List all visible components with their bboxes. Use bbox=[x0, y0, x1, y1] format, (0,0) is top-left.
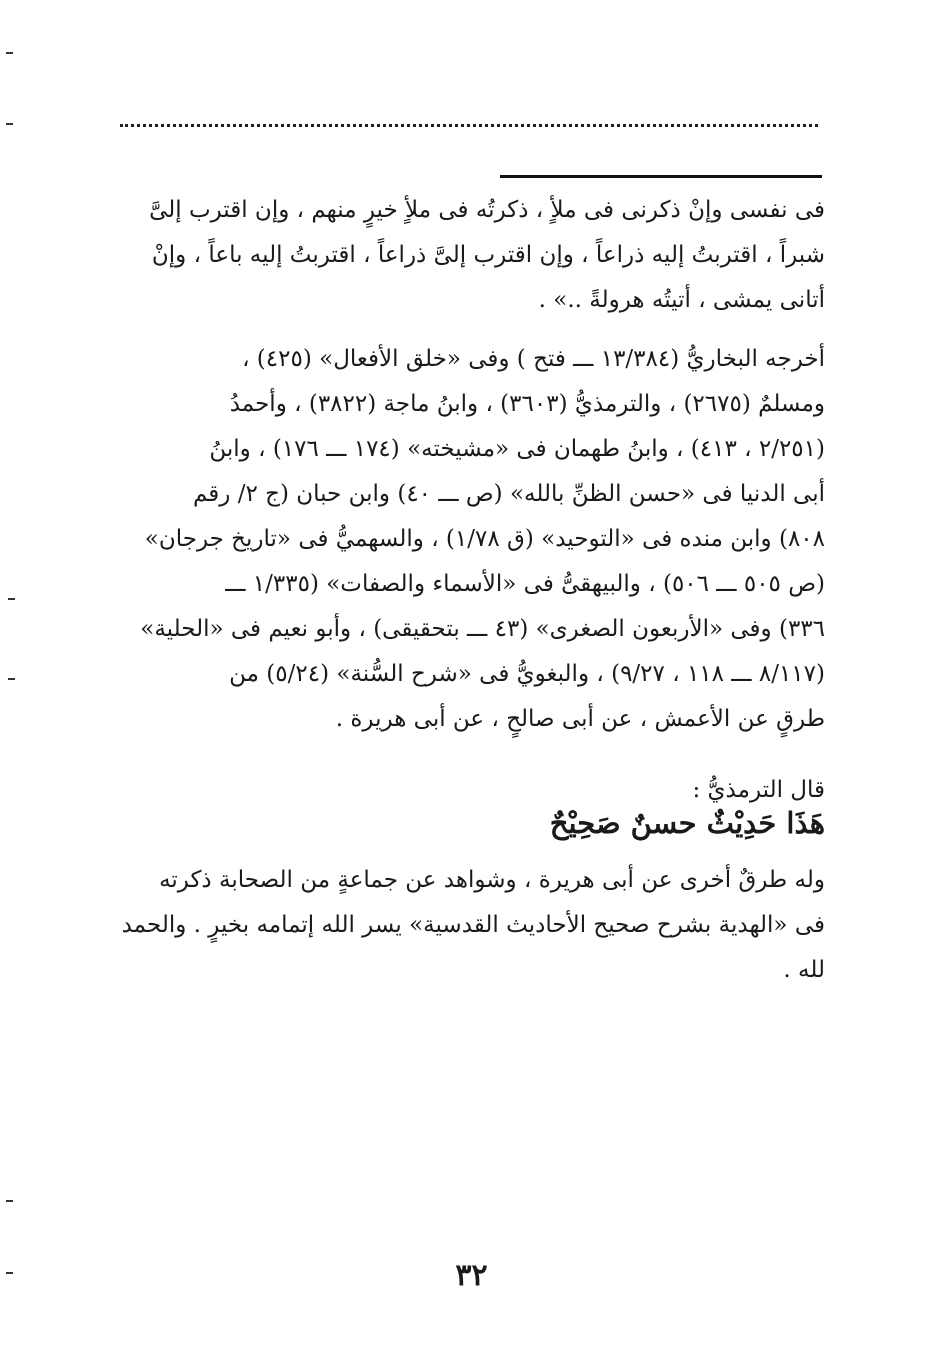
text-line: ٨٠٨) وابن منده فى «التوحيد» (ق ١/٧٨) ، والسهميُّ فى «تاريخ جرجان» bbox=[144, 526, 825, 552]
text-line: (٨/١١٧ ـــ ١١٨ ، ٩/٢٧) ، والبغويُّ فى «شرح السُّنة» (٥/٢٤) من bbox=[229, 661, 825, 687]
text-line: ومسلمٌ (٢٦٧٥) ، والترمذيُّ (٣٦٠٣) ، وابنُ ماجة (٣٨٢٢) ، وأحمدُ bbox=[229, 391, 825, 417]
margin-mark bbox=[6, 123, 13, 125]
hadith-text-continuation bbox=[140, 188, 825, 323]
text-line: أخرجه البخاريُّ (١٣/٣٨٤ ـــ فتح ) وفى «خلق الأفعال» (٤٢٥) ، bbox=[242, 346, 825, 372]
footnote-rule bbox=[500, 175, 822, 178]
tirmidhi-label: قال الترمذيُّ : bbox=[692, 777, 825, 803]
margin-mark bbox=[6, 1200, 13, 1202]
margin-mark bbox=[8, 678, 15, 680]
text-line: ٣٣٦) وفى «الأربعون الصغرى» (٤٣ ـــ بتحقيقى) ، وأبو نعيم فى «الحلية» bbox=[140, 616, 825, 642]
page-number: ٣٢ bbox=[455, 1258, 488, 1293]
text-line: لله . bbox=[783, 957, 825, 983]
text-line: شبراً ، اقتربتُ إليه ذراعاً ، وإن اقترب إلىَّ ذراعاً ، اقتربتُ إليه باعاً ، وإنْ bbox=[151, 242, 825, 268]
text-line: فى «الهدية بشرح صحيح الأحاديث القدسية» يسر الله إتمامه بخيرٍ . والحمد bbox=[121, 912, 825, 938]
takhrij-paragraph bbox=[140, 337, 825, 742]
text-line: فى نفسى وإنْ ذكرنى فى ملأٍ ، ذكرتُه فى ملأٍ خيرٍ منهم ، وإن اقترب إلىَّ bbox=[149, 197, 825, 223]
closing-paragraph bbox=[121, 858, 825, 993]
hadith-grade-heading: هَذَا حَدِيْثٌ حسنٌ صَحِيْحٌ bbox=[549, 806, 825, 840]
dotted-separator bbox=[120, 124, 818, 127]
margin-mark bbox=[8, 598, 15, 600]
text-line: (ص ٥٠٥ ـــ ٥٠٦) ، والبيهقىُّ فى «الأسماء والصفات» (١/٣٣٥ ـــ bbox=[225, 571, 825, 597]
text-line: أبى الدنيا فى «حسن الظنِّ بالله» (ص ـــ ٤٠) وابن حبان (ج ٢/ رقم bbox=[192, 481, 825, 507]
text-line: وله طرقٌ أخرى عن أبى هريرة ، وشواهد عن جماعةٍ من الصحابة ذكرته bbox=[159, 867, 825, 893]
text-line: أتانى يمشى ، أتيتُه هرولةً ..» . bbox=[538, 287, 825, 313]
margin-mark bbox=[6, 52, 13, 54]
text-line: طرقٍ عن الأعمش ، عن أبى صالحٍ ، عن أبى هريرة . bbox=[335, 706, 825, 732]
text-line: (٢/٢٥١ ، ٤١٣) ، وابنُ طهمان فى «مشيخته» (١٧٤ ـــ ١٧٦) ، وابنُ bbox=[209, 436, 825, 462]
